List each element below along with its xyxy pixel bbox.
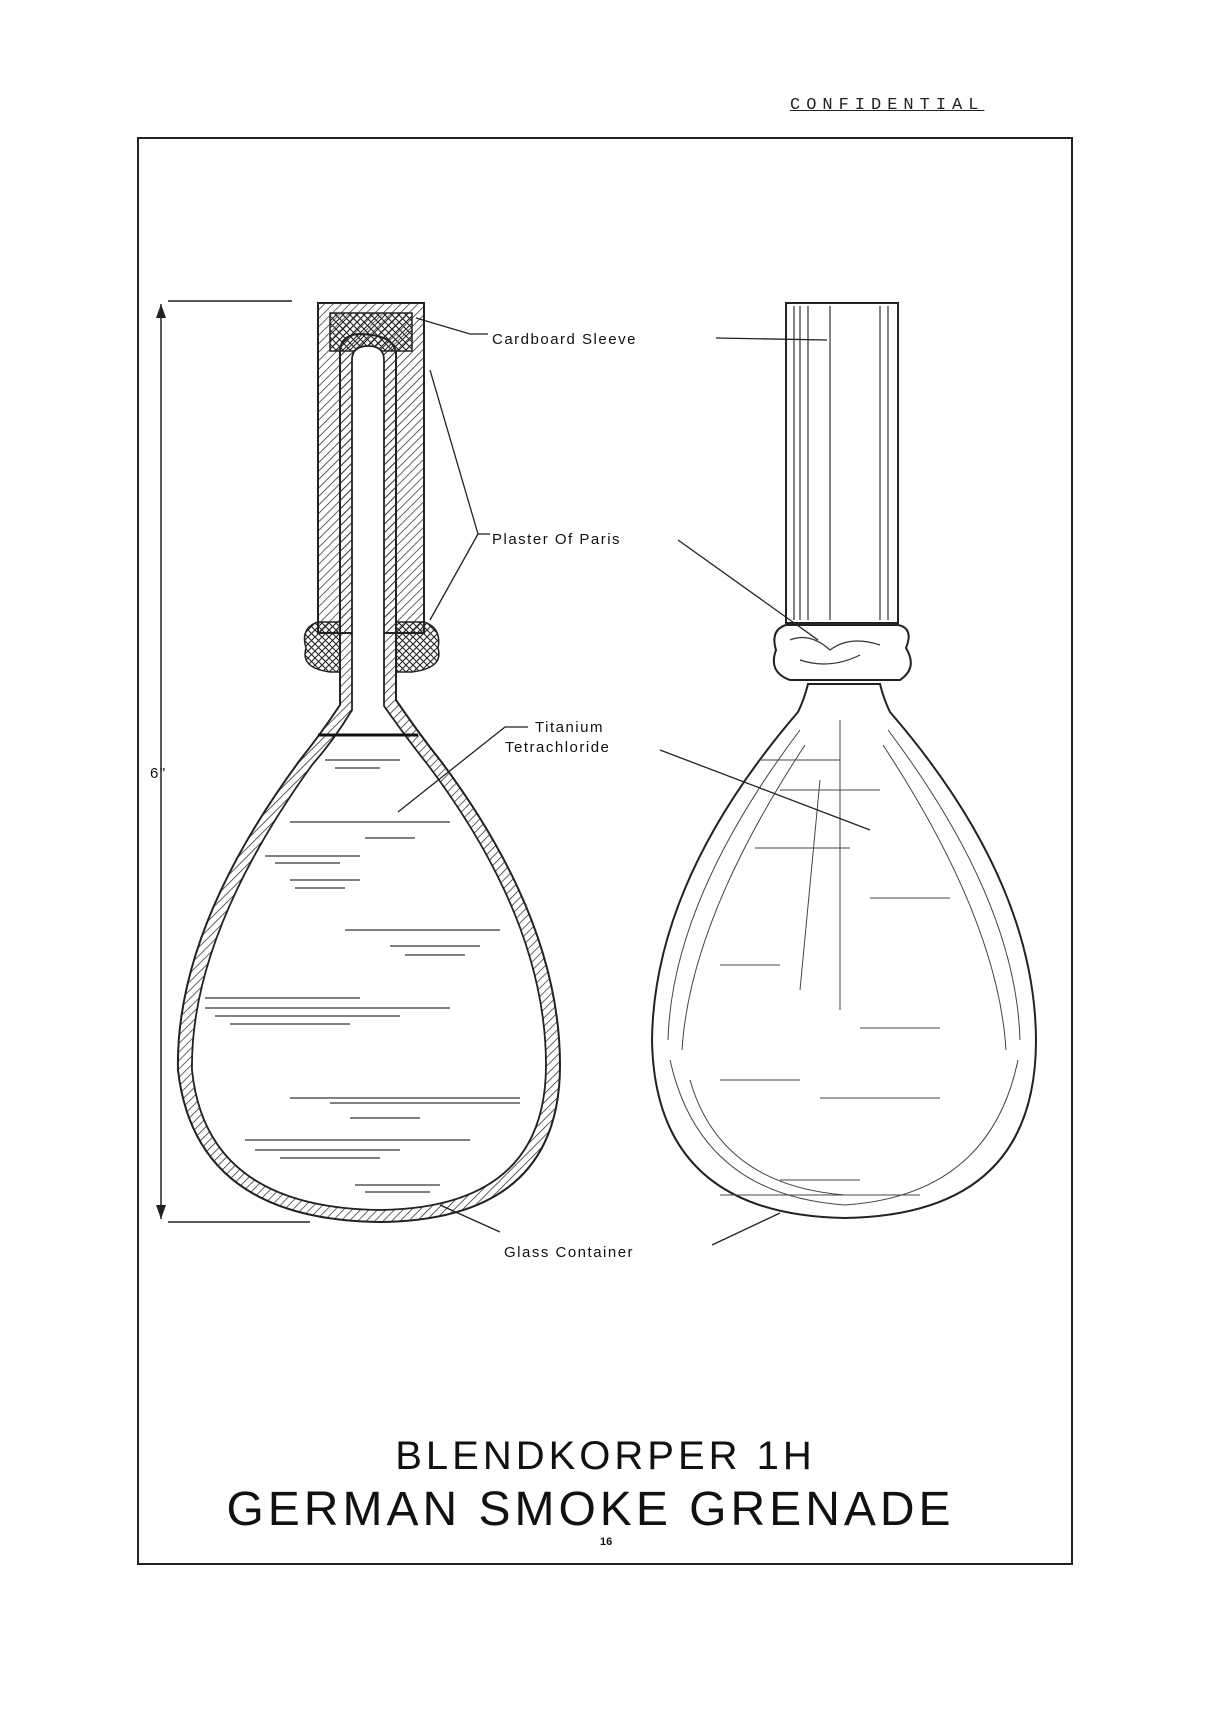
page-number: 16 xyxy=(600,1536,613,1548)
exterior-grenade xyxy=(652,303,1036,1218)
label-titanium: Titanium xyxy=(535,719,604,736)
label-tetrachloride: Tetrachloride xyxy=(505,739,611,756)
cross-section-grenade xyxy=(178,303,560,1222)
classification-mark: CONFIDENTIAL xyxy=(790,96,985,115)
dimension-label: 6" xyxy=(150,765,167,782)
label-cardboard-sleeve: Cardboard Sleeve xyxy=(492,331,637,348)
title-description: GERMAN SMOKE GRENADE xyxy=(226,1483,955,1536)
label-glass-container: Glass Container xyxy=(504,1244,635,1261)
title-model: BLENDKORPER 1H xyxy=(395,1434,816,1478)
label-plaster-of-paris: Plaster Of Paris xyxy=(492,531,622,548)
